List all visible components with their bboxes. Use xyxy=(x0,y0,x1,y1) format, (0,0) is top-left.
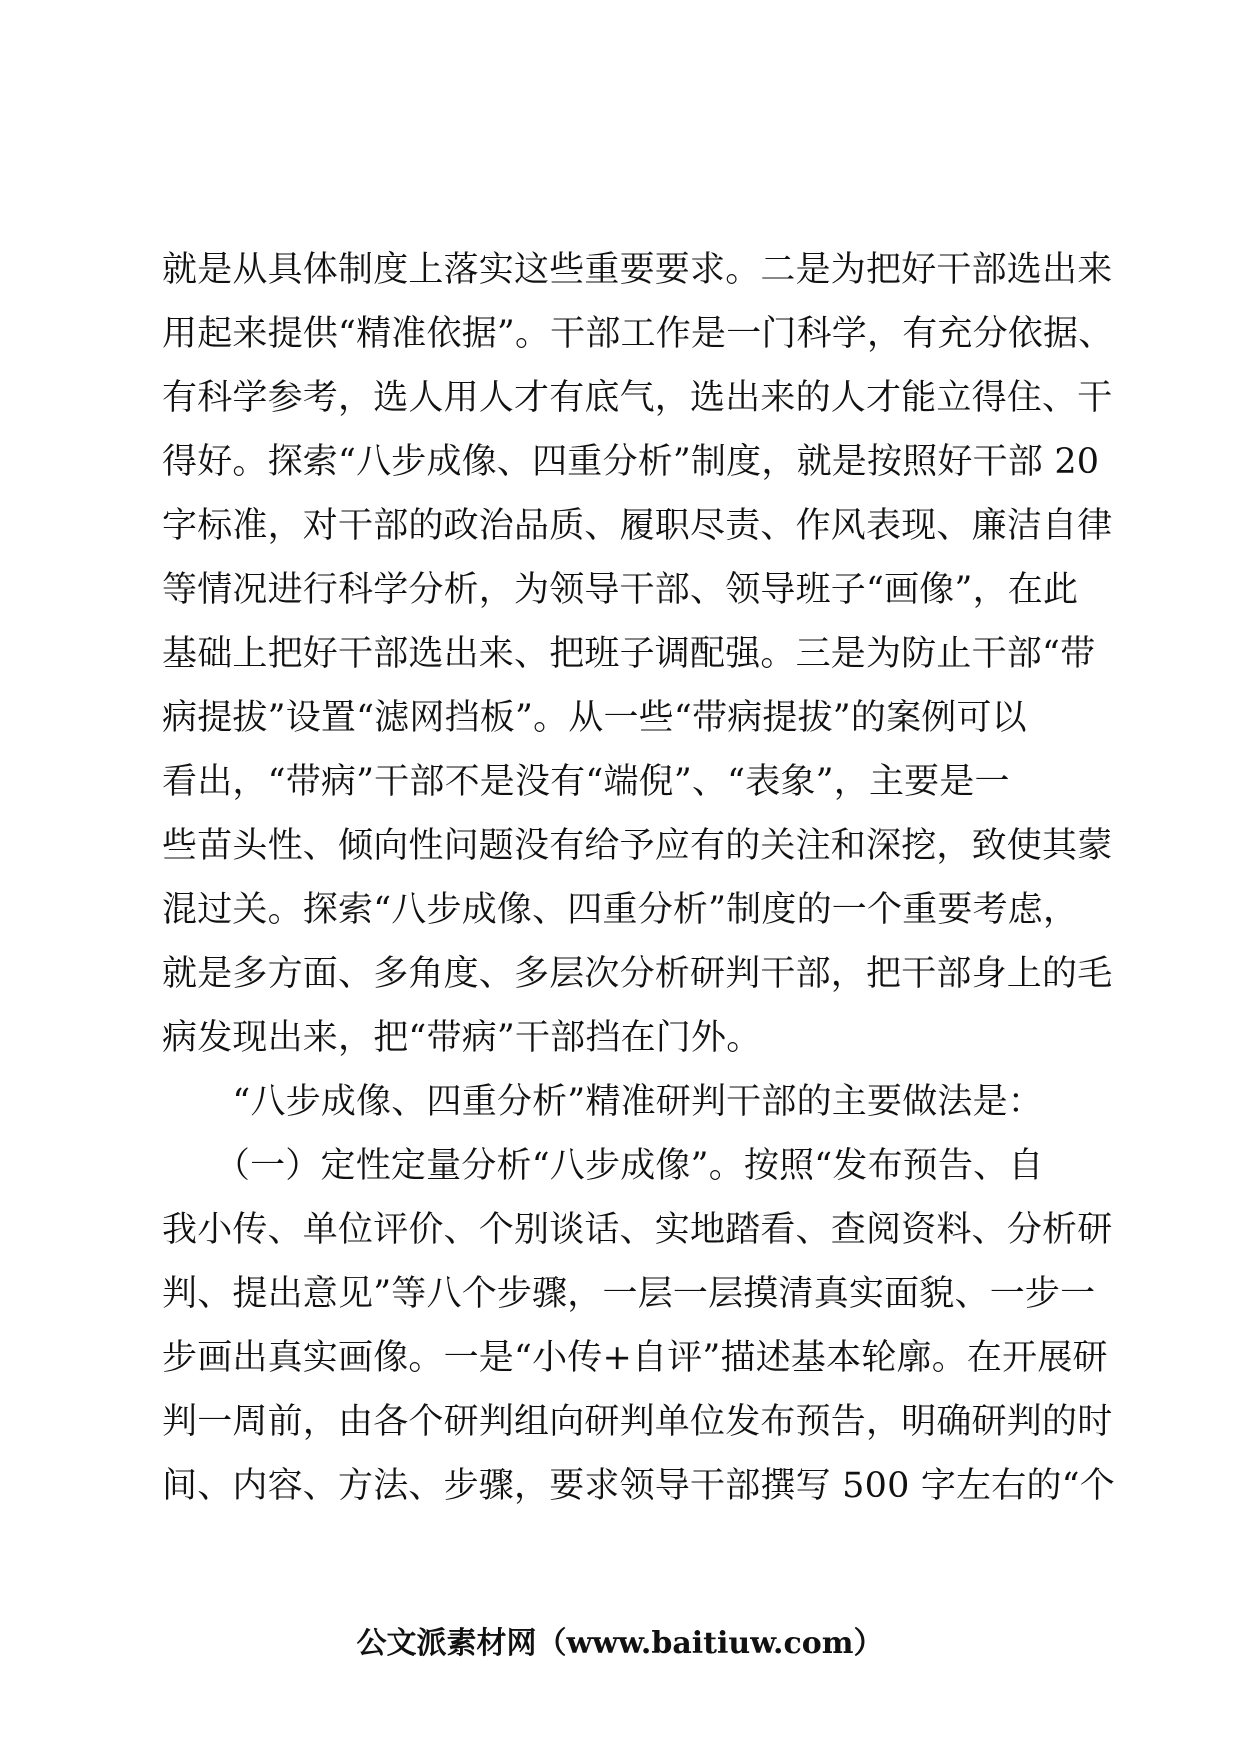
text-line: 得好。探索“八步成像、四重分析”制度，就是按照好干部 20 xyxy=(162,442,1100,482)
text-line: 就是从具体制度上落实这些重要要求。二是为把好干部选出来 xyxy=(162,250,1113,290)
footer-source: 公文派素材网（www.baitiuw.com） xyxy=(356,1626,884,1661)
text-line: 判、提出意见”等八个步骤，一层一层摸清真实面貌、一步一 xyxy=(162,1274,1096,1314)
body-text xyxy=(162,238,1115,1518)
text-line: 等情况进行科学分析，为领导干部、领导班子“画像”，在此 xyxy=(162,570,1079,610)
text-line: 就是多方面、多角度、多层次分析研判干部，把干部身上的毛 xyxy=(162,954,1113,994)
text-line: 看出，“带病”干部不是没有“端倪”、“表象”，主要是一 xyxy=(162,762,1010,802)
text-line: 病提拔”设置“滤网挡板”。从一些“带病提拔”的案例可以 xyxy=(162,698,1027,738)
text-line: 步画出真实画像。一是“小传+自评”描述基本轮廓。在开展研 xyxy=(162,1338,1108,1378)
text-line: 我小传、单位评价、个别谈话、实地踏看、查阅资料、分析研 xyxy=(162,1210,1113,1250)
text-line: 病发现出来，把“带病”干部挡在门外。 xyxy=(162,1018,762,1058)
text-line: 有科学参考，选人用人才有底气，选出来的人才能立得住、干 xyxy=(162,378,1113,418)
text-line: 用起来提供“精准依据”。干部工作是一门科学，有充分依据、 xyxy=(162,314,1114,354)
text-line: 些苗头性、倾向性问题没有给予应有的关注和深挖，致使其蒙 xyxy=(162,826,1113,866)
text-line: 间、内容、方法、步骤，要求领导干部撰写 500 字左右的“个 xyxy=(162,1466,1115,1506)
text-line: 判一周前，由各个研判组向研判单位发布预告，明确研判的时 xyxy=(162,1402,1113,1442)
text-line: 混过关。探索“八步成像、四重分析”制度的一个重要考虑， xyxy=(162,890,1079,930)
text-line: （一）定性定量分析“八步成像”。按照“发布预告、自 xyxy=(162,1146,1044,1186)
text-line: 字标准，对干部的政治品质、履职尽责、作风表现、廉洁自律 xyxy=(162,506,1113,546)
text-line: 基础上把好干部选出来、把班子调配强。三是为防止干部“带 xyxy=(162,634,1096,674)
text-line: “八步成像、四重分析”精准研判干部的主要做法是： xyxy=(162,1082,1043,1122)
